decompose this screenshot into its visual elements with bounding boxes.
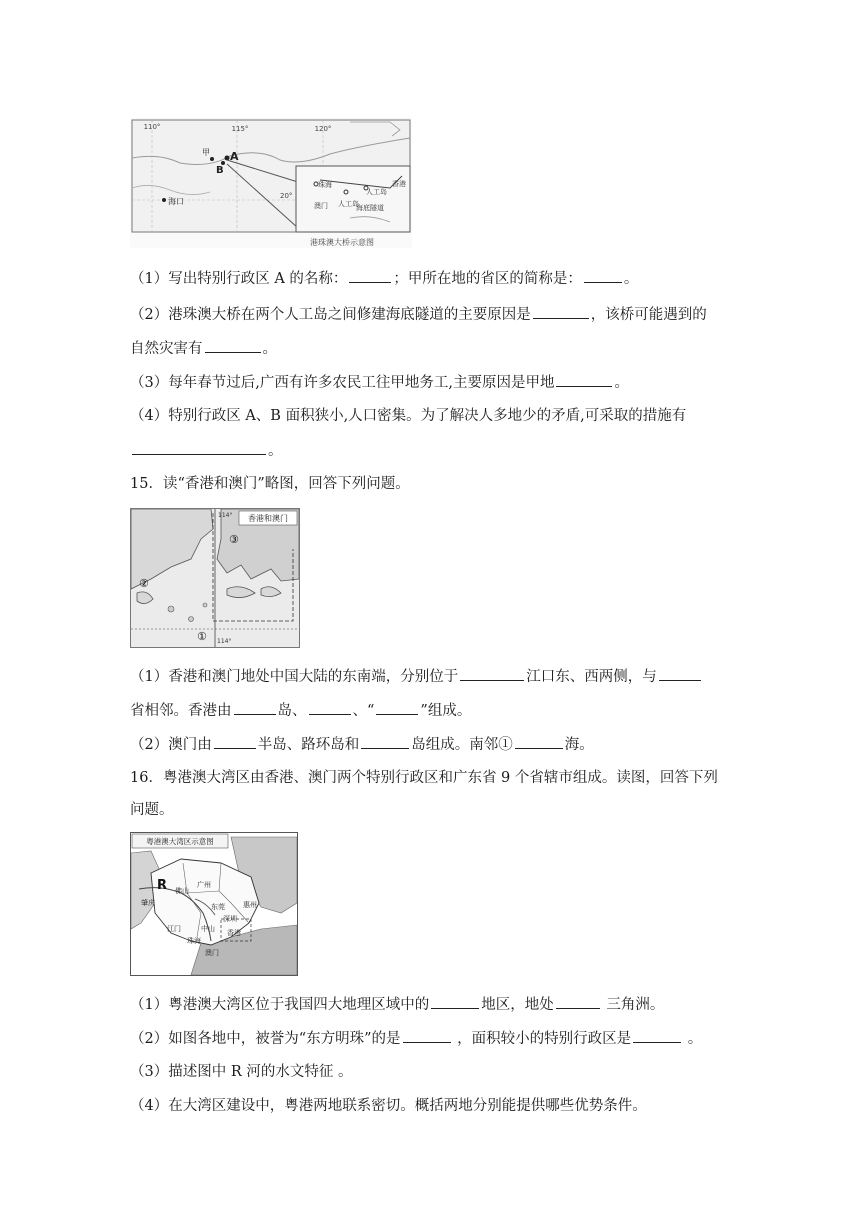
- q14-item-2: [130, 304, 707, 325]
- q15-1-text-b: 江口东、西两侧，与: [526, 669, 657, 685]
- q14-3-text-b: 。: [614, 375, 629, 391]
- map1-caption: 港珠澳大桥示意图: [310, 238, 374, 247]
- label-zhaoqing: 肇庆: [141, 899, 155, 907]
- lat-20-label: 20°: [280, 192, 293, 200]
- label-foshan: 佛山: [175, 887, 189, 895]
- label-zhongshan: 中山: [201, 925, 215, 933]
- q14-3-text-a: （3）每年春节过后,广西有许多农民工往甲地务工,主要原因是甲地: [130, 375, 555, 391]
- q16-1-text-a: （1）粤港澳大湾区位于我国四大地理区域中的: [130, 997, 430, 1013]
- q14-1-text-c: 。: [623, 271, 639, 287]
- hk-macau-map-title: 香港和澳门: [248, 514, 288, 523]
- point-A: [225, 156, 230, 161]
- label-suidao: 海底隧道: [356, 204, 384, 212]
- q15-1-text-e: 、“: [352, 703, 375, 719]
- label-huizhou: 惠州: [243, 901, 257, 909]
- q15-item-2: [130, 734, 594, 755]
- lon-120-label: 120°: [314, 125, 332, 133]
- hk-macau-map: [130, 508, 300, 648]
- lon-110-label: 110°: [143, 123, 161, 131]
- label-xianggang: 香港: [227, 929, 241, 937]
- q16-item-1: [130, 994, 664, 1015]
- q14-2-text-a: （2）港珠澳大桥在两个人工岛之间修建海底隧道的主要原因是: [130, 307, 531, 323]
- q15-1-text-f: ”组成。: [420, 703, 472, 719]
- q15-2-text-c: 岛组成。南邻①: [411, 737, 513, 753]
- q14-item-1: [130, 268, 638, 289]
- answer-blank[interactable]: [309, 700, 351, 715]
- gba-map-title: 粤港澳大湾区示意图: [146, 837, 214, 846]
- answer-blank[interactable]: [431, 994, 479, 1009]
- answer-blank[interactable]: [349, 268, 391, 283]
- q14-1-text-a: （1）写出特别行政区 A 的名称：: [130, 271, 348, 287]
- marker-2: ②: [139, 577, 149, 590]
- q14-1-text-b: ；甲所在地的省区的简称是：: [393, 271, 582, 287]
- q16-item-2: [130, 1028, 702, 1049]
- point-haikou: [162, 198, 166, 202]
- label-zhuhai: 珠海: [187, 937, 201, 945]
- q16-2-text-c: 。: [683, 1031, 703, 1047]
- label-jia: 甲: [202, 148, 210, 157]
- answer-blank[interactable]: [205, 338, 261, 353]
- answer-blank[interactable]: [234, 700, 276, 715]
- q14-2-text-c: 自然灾害有: [130, 341, 203, 357]
- q16-2-text-a: （2）如图各地中，被誉为“东方明珠”的是: [130, 1031, 401, 1047]
- q16-item-4: （4）在大湾区建设中，粤港两地联系密切。概括两地分别能提供哪些优势条件。: [130, 1098, 647, 1114]
- label-dongguan: 东莞: [211, 903, 225, 911]
- label-haikou: 海口: [168, 197, 184, 206]
- label-A: A: [230, 150, 239, 163]
- lon-114-bottom: 114°: [217, 638, 232, 645]
- q14-item-4: [130, 406, 686, 426]
- answer-blank[interactable]: [460, 666, 524, 681]
- label-aomen: 澳门: [205, 949, 219, 957]
- lon-115-label: 115°: [231, 125, 249, 133]
- hzm-bridge-map: [130, 118, 412, 248]
- answer-blank[interactable]: [214, 734, 256, 749]
- q15-1-text-a: （1）香港和澳门地处中国大陆的东南端，分别位于: [130, 669, 459, 685]
- label-jiangmen: 江门: [167, 925, 181, 933]
- q14-4-text-b: 。: [268, 443, 283, 459]
- answer-blank[interactable]: [659, 666, 701, 681]
- q14-4-text-a: （4）特别行政区 A、B 面积狭小,人口密集。为了解决人多地少的矛盾,可采取的措施有: [130, 408, 687, 424]
- label-rengongdao-1: 人工岛: [366, 188, 387, 196]
- label-xianggang: 香港: [392, 180, 406, 188]
- q16-2-text-b: ，面积较小的特别行政区是: [452, 1031, 632, 1047]
- q14-item-4-cont: [130, 440, 283, 461]
- q16-1-text-b: 地区，地处: [481, 997, 554, 1013]
- answer-blank[interactable]: [584, 268, 622, 283]
- q16-title: 16．粤港澳大湾区由香港、澳门两个特别行政区和广东省 9 个省辖市组成。读图，回答下列: [130, 770, 718, 786]
- q14-item-3: [130, 372, 629, 393]
- marker-3: ③: [229, 533, 239, 546]
- label-R: R: [157, 878, 168, 893]
- answer-blank[interactable]: [132, 440, 266, 455]
- q15-2-text-b: 半岛、路环岛和: [257, 737, 360, 753]
- q16-1-text-c: 三角洲。: [601, 997, 665, 1013]
- q15-1-text-c: 省相邻。香港由: [130, 703, 232, 719]
- point-jia: [210, 157, 214, 161]
- label-zhuhai: 珠海: [318, 181, 332, 189]
- answer-blank[interactable]: [533, 304, 589, 319]
- answer-blank[interactable]: [403, 1028, 451, 1043]
- marker-1: ①: [197, 630, 207, 643]
- answer-blank[interactable]: [515, 734, 563, 749]
- label-B: B: [216, 165, 224, 176]
- answer-blank[interactable]: [556, 372, 612, 387]
- label-rengongdao-2: 人工岛: [338, 200, 359, 208]
- lon-114-top: 114°: [218, 512, 233, 519]
- label-guangzhou: 广州: [197, 881, 211, 889]
- q15-item-1: [130, 666, 703, 687]
- answer-blank[interactable]: [361, 734, 409, 749]
- q14-item-2-cont: [130, 338, 277, 359]
- q16-item-3: （3）描述图中 R 河的水文特征 。: [130, 1064, 353, 1080]
- label-aomen: 澳门: [314, 202, 328, 210]
- q15-2-text-d: 海。: [564, 737, 594, 753]
- q15-2-text-a: （2）澳门由: [130, 737, 212, 753]
- q15-item-1-cont: [130, 700, 471, 721]
- q15-title: 15．读“香港和澳门”略图，回答下列问题。: [130, 476, 410, 492]
- gba-map: [130, 832, 298, 976]
- answer-blank[interactable]: [556, 994, 600, 1009]
- q15-1-text-d: 岛、: [277, 703, 307, 719]
- label-shenzhen: 深圳: [223, 915, 237, 923]
- answer-blank[interactable]: [633, 1028, 681, 1043]
- answer-blank[interactable]: [376, 700, 418, 715]
- q16-title-cont: 问题。: [130, 802, 174, 818]
- q14-2-text-b: ，该桥可能遇到的: [590, 307, 707, 323]
- q14-2-text-d: 。: [262, 341, 277, 357]
